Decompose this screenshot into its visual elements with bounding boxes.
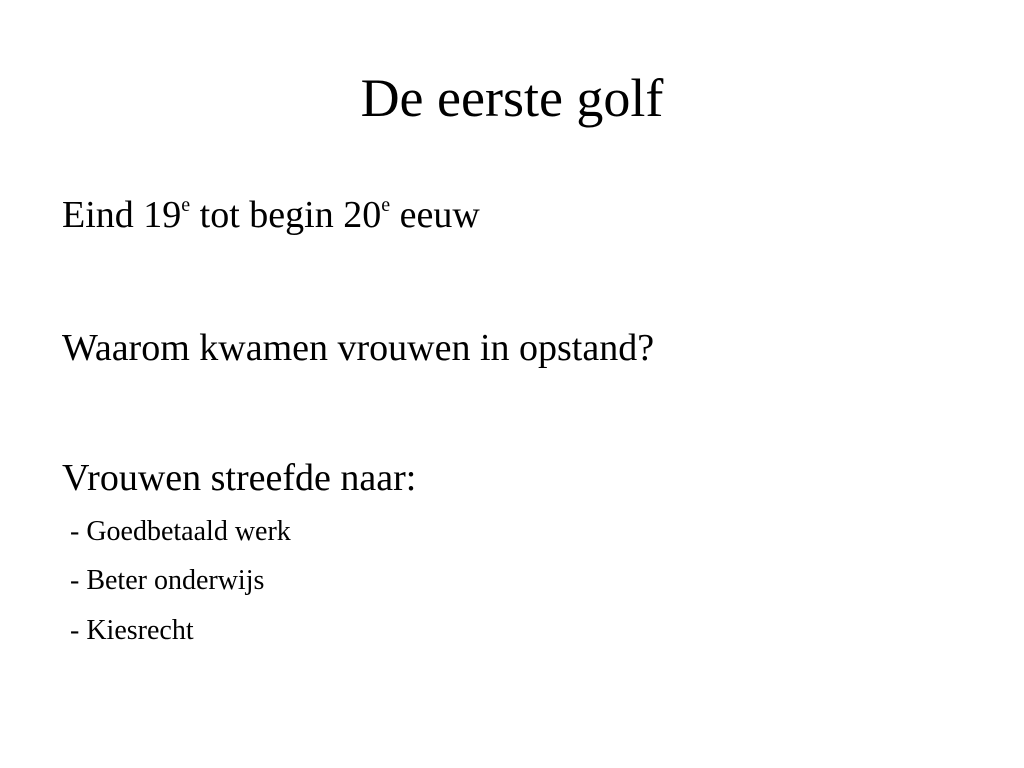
- goal-item: - Beter onderwijs: [70, 565, 265, 596]
- period-superscript-1: e: [181, 194, 191, 216]
- period-text-3: eeuw: [390, 194, 480, 236]
- goal-item: - Goedbetaald werk: [70, 516, 291, 547]
- period-line: [62, 193, 480, 237]
- question-line: Waarom kwamen vrouwen in opstand?: [62, 327, 655, 369]
- goals-heading: Vrouwen streefde naar:: [62, 457, 417, 499]
- goal-item: - Kiesrecht: [70, 615, 194, 646]
- slide-title: De eerste golf: [360, 68, 664, 128]
- period-text-1: Eind 19: [62, 194, 182, 236]
- period-text-2: tot begin 20: [190, 194, 382, 236]
- period-superscript-2: e: [381, 194, 391, 216]
